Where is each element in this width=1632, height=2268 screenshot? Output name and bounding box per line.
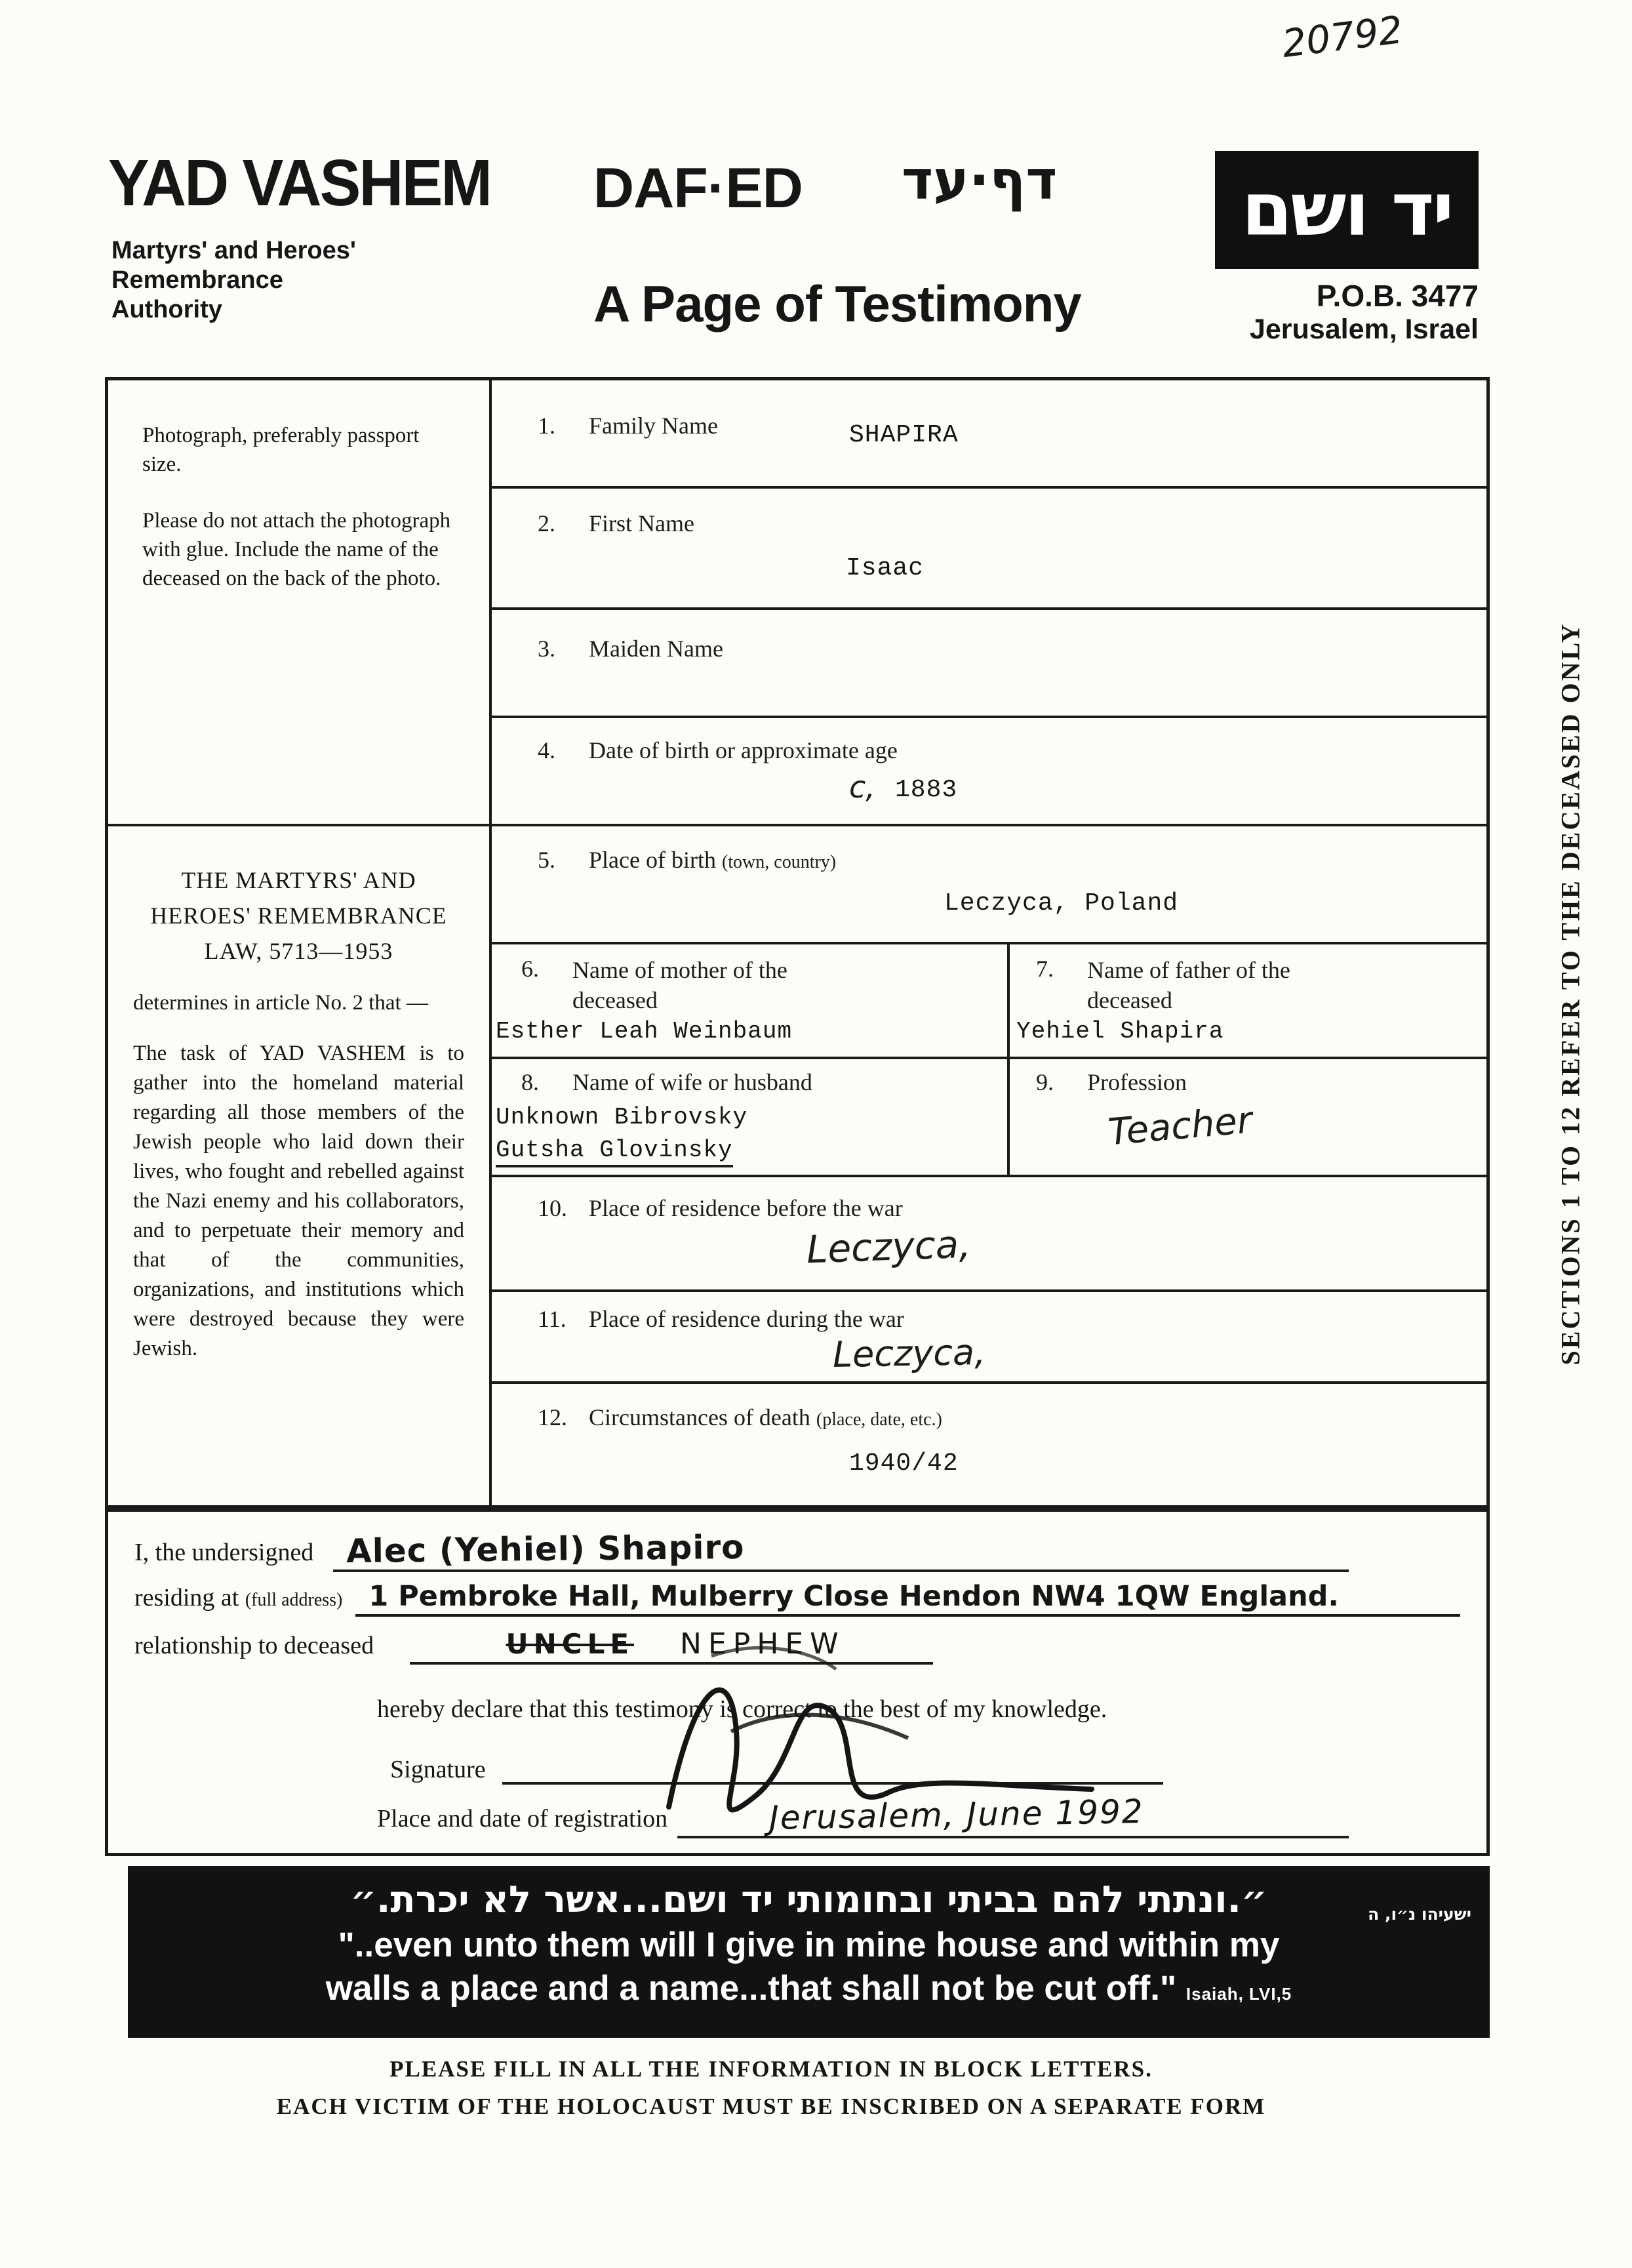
field-profession-label: 9. Profession bbox=[1036, 1069, 1187, 1095]
relationship-value: NEPHEW bbox=[680, 1627, 845, 1661]
scripture-hebrew-line: ״.ונתתי להם בביתי ובחומותי יד ושם...אשר לא יכרת.״ ישעיהו נ״ו, ה bbox=[128, 1876, 1490, 1924]
scripture-english-reference: Isaiah, LVI,5 bbox=[1185, 1984, 1292, 2004]
field-parents-row bbox=[492, 944, 1486, 1059]
scripture-banner bbox=[128, 1866, 1490, 2038]
residing-label: residing at (full address) bbox=[134, 1584, 343, 1611]
field-place-of-birth-value: Leczyca, Poland bbox=[944, 889, 1179, 918]
field-circumstances-value: 1940/42 bbox=[849, 1449, 959, 1478]
field-date-of-birth-label: 4. Date of birth or approximate age bbox=[538, 737, 898, 763]
field-residence-during-war-value: Leczyca, bbox=[832, 1331, 986, 1376]
field-first-name bbox=[492, 489, 1486, 610]
law-title-line1: THE MARTYRS' AND bbox=[181, 867, 416, 893]
org-name: YAD VASHEM bbox=[108, 146, 490, 220]
page-title: A Page of Testimony bbox=[593, 275, 1081, 333]
field-family-name-value: SHAPIRA bbox=[849, 421, 959, 449]
field-profession-value: Teacher bbox=[1106, 1099, 1254, 1154]
declaration-section bbox=[105, 1509, 1490, 1856]
field-spouse-name-value2: Gutsha Glovinsky bbox=[496, 1137, 733, 1167]
undersigned-label: I, the undersigned bbox=[134, 1539, 314, 1566]
org-subtitle-line2: Remembrance bbox=[111, 266, 283, 294]
form-left-column bbox=[108, 380, 492, 1505]
field-residence-before-war bbox=[492, 1177, 1486, 1292]
testimony-form bbox=[105, 377, 1490, 1509]
scripture-hebrew-reference: ישעיהו נ״ו, ה bbox=[1368, 1905, 1471, 1924]
residing-fill-line bbox=[355, 1580, 1460, 1617]
org-subtitle-line3: Authority bbox=[111, 296, 222, 323]
field-maiden-name bbox=[492, 610, 1486, 718]
field-family-name bbox=[492, 380, 1486, 489]
field-spouse-profession-row bbox=[492, 1059, 1486, 1177]
field-first-name-value: Isaac bbox=[846, 554, 925, 582]
undersigned-row bbox=[134, 1530, 1460, 1572]
field-spouse-name-value1: Unknown Bibrovsky bbox=[496, 1104, 748, 1131]
undersigned-fill-line bbox=[333, 1530, 1349, 1572]
field-residence-before-war-value: Leczyca, bbox=[805, 1221, 972, 1272]
daf-ed-hebrew-title: דף·עד bbox=[902, 150, 1058, 212]
declaration-statement: hereby declare that this testimony is correct to the best of my knowledge. bbox=[377, 1695, 1107, 1723]
daf-ed-title: DAF·ED bbox=[593, 157, 803, 220]
field-mother-name bbox=[492, 944, 1010, 1057]
field-father-name-value: Yehiel Shapira bbox=[1016, 1018, 1224, 1045]
field-residence-during-war-label: 11. Place of residence during the war bbox=[538, 1306, 904, 1332]
signature-label: Signature bbox=[390, 1756, 486, 1783]
handwritten-doc-number: 20792 bbox=[1279, 7, 1405, 66]
sections-sidebar-note: SECTIONS 1 TO 12 REFER TO THE DECEASED ONLY bbox=[1555, 622, 1585, 1366]
photo-note-2: Please do not attach the photograph with glue. Include the name of the deceased on the back of the photo. bbox=[142, 509, 451, 590]
photo-note-1: Photograph, preferably passport size. bbox=[142, 424, 420, 476]
yad-vashem-logo bbox=[1215, 151, 1479, 269]
footer-instruction-2: EACH VICTIM OF THE HOLOCAUST MUST BE INSCRIBED ON A SEPARATE FORM bbox=[276, 2094, 1266, 2119]
field-family-name-label: 1. Family Name bbox=[538, 413, 718, 439]
registration-value: Jerusalem, June 1992 bbox=[768, 1792, 1145, 1837]
residing-row bbox=[134, 1580, 1460, 1617]
scripture-english-line1: "..even unto them will I give in mine house and within my bbox=[338, 1926, 1280, 1964]
scripture-english-line2: walls a place and a name...that shall not be cut off." Isaiah, LVI,5 bbox=[325, 1969, 1292, 2008]
undersigned-value: Alec (Yehiel) Shapiro bbox=[346, 1528, 746, 1571]
field-spouse-name bbox=[492, 1059, 1010, 1175]
field-father-name bbox=[1010, 944, 1486, 1057]
logo-hebrew-text: יד ושם bbox=[1241, 167, 1452, 253]
field-mother-name-label: 6. Name of mother of the deceased bbox=[521, 956, 787, 1013]
signature-scrawl bbox=[633, 1633, 1118, 1850]
remembrance-law-text bbox=[108, 826, 489, 1505]
org-subtitle bbox=[111, 236, 356, 325]
field-residence-during-war bbox=[492, 1292, 1486, 1384]
field-spouse-name-label: 8. Name of wife or husband bbox=[521, 1069, 812, 1095]
field-mother-name-value: Esther Leah Weinbaum bbox=[496, 1018, 793, 1045]
registration-label: Place and date of registration bbox=[377, 1805, 668, 1833]
relationship-struck-value: UNCLE bbox=[506, 1628, 635, 1660]
law-title-line3: LAW, 5713—1953 bbox=[204, 938, 393, 964]
photo-instructions bbox=[108, 380, 489, 826]
pob-address: P.O.B. 3477 bbox=[1316, 279, 1479, 313]
field-maiden-name-label: 3. Maiden Name bbox=[538, 636, 723, 662]
field-date-of-birth-value: 1883 bbox=[895, 776, 958, 804]
field-place-of-birth bbox=[492, 826, 1486, 944]
field-circumstances-of-death bbox=[492, 1384, 1486, 1505]
field-profession bbox=[1010, 1059, 1486, 1175]
law-title-line2: HEROES' REMEMBRANCE bbox=[150, 902, 447, 929]
footer-instruction-1: PLEASE FILL IN ALL THE INFORMATION IN BLOCK LETTERS. bbox=[389, 2056, 1153, 2082]
field-father-name-label: 7. Name of father of the deceased bbox=[1036, 956, 1290, 1013]
city-address: Jerusalem, Israel bbox=[1249, 314, 1479, 345]
field-first-name-label: 2. First Name bbox=[538, 510, 694, 537]
law-intro: determines in article No. 2 that — bbox=[133, 991, 428, 1015]
field-circumstances-label: 12. Circumstances of death (place, date, etc.) bbox=[538, 1404, 942, 1430]
law-body: The task of YAD VASHEM is to gather into the homeland material regarding all those members of the Jewish people who laid down their lives, who fought and rebelled against the Nazi enemy and his collaborators, and to perpetuate their memory and that of the communities, organizations, and institutions which were destroyed because they were Jewish. bbox=[133, 1042, 464, 1360]
relationship-label: relationship to deceased bbox=[134, 1632, 374, 1659]
org-subtitle-line1: Martyrs' and Heroes' bbox=[111, 237, 356, 264]
form-fields-column bbox=[492, 380, 1486, 1505]
law-title bbox=[129, 862, 468, 969]
residing-value: 1 Pembroke Hall, Mulberry Close Hendon NW4 1QW England. bbox=[368, 1580, 1339, 1613]
field-date-of-birth-value-prefix: c, bbox=[849, 769, 875, 805]
field-date-of-birth bbox=[492, 718, 1486, 826]
field-residence-before-war-label: 10. Place of residence before the war bbox=[538, 1195, 903, 1221]
field-place-of-birth-label: 5. Place of birth (town, country) bbox=[538, 847, 837, 873]
